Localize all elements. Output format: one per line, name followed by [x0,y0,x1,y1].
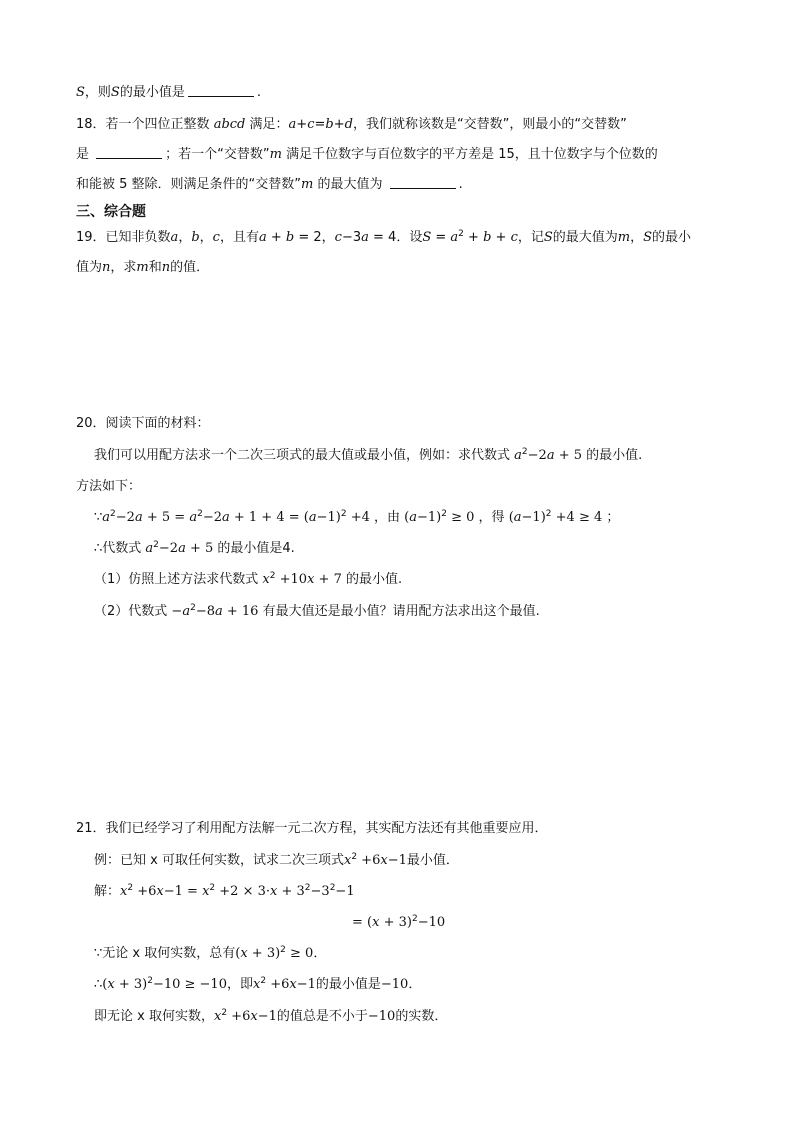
q21-line5: ∵无论 x 取何实数，总有$(x + 3)^2 \ge 0$． [94,945,327,961]
q21-line2: 例：已知 x 可取任何实数，试求二次三项式$x^2 +6x-1$最小值． [94,852,459,868]
q17-tail-line: S，则S的最小值是 . [76,85,261,100]
q21-line4: = $(x + 3)^2-10$ [352,914,446,930]
q20-line5: ∴代数式 $a^2-2a + 5$ 的最小值是4. [94,540,295,556]
q20-line4: $\because a^2-2a + 5 = a^2-2a + 1 + 4 = (a-1)^2 +4$ ，由 $(a-1)^2 \ge 0$ ，得 $(a-1)^2 +4 \ge 4$ ； [94,509,620,525]
q20-line7: （2）代数式 $-a^2-8a + 16$ 有最大值还是最小值？请用配方法求出这个最值. [94,603,540,619]
q20-line3: 方法如下： [76,479,142,494]
q20-line1: 20．阅读下面的材料： [76,416,210,431]
q18-line3: 和能被 5 整除．则满足条件的“交替数”m 的最大值为 . [76,177,463,192]
q19-line1: 19．已知非负数a，b，c，且有a + b = 2，c−3a = 4．设$S = a^2 + b + c$，记S的最大值为m，S的最小 [76,229,692,245]
q19-line2: 值为n，求m和n的值． [76,260,210,275]
answer-blank [96,146,162,159]
q21-line1: 21．我们已经学习了利用配方法解一元二次方程，其实配方法还有其他重要应用． [76,821,548,836]
answer-blank [390,176,456,189]
q21-line3: 解：$x^2 +6x-1 = x^2 +2 \times 3\cdot x + 3^2-3^2-1$ [94,883,355,899]
q20-line6: （1）仿照上述方法求代数式 $x^2 +10x + 7$ 的最小值. [94,571,403,587]
q18-line2: 是 ；若一个“交替数”m 满足千位数字与百位数字的平方差是 15，且十位数字与个位数的 [76,147,658,162]
q18-line1: 18．若一个四位正整数 abcd 满足：a+c=b+d，我们就称该数是“交替数”，则最小的“交替数” [76,117,627,132]
q20-line2: 我们可以用配方法求一个二次三项式的最大值或最小值，例如：求代数式 $a^2-2a + 5$ 的最小值. [94,447,643,463]
q21-line7: 即无论 x 取何实数，$x^2 +6x-1$的值总是不小于−10的实数． [94,1008,448,1024]
q21-line6: ∴(x + 3)$^2$−10 ≥ −10，即$x^2 +6x-1$的最小值是−10． [94,976,422,992]
section-heading: 三、综合题 [76,204,146,220]
answer-blank [188,84,254,97]
